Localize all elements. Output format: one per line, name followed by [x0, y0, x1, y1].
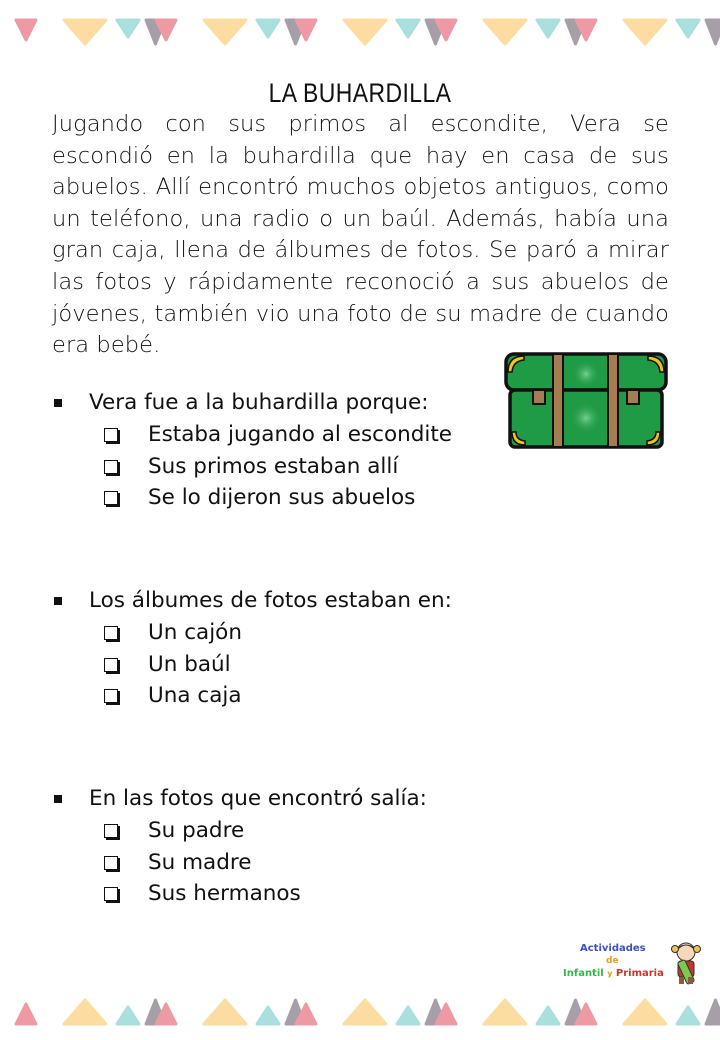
passage-line: jóvenes, también vio una foto de su madre de cuando — [52, 300, 669, 327]
bottom-bunting-decoration — [0, 992, 720, 1032]
bunting-flag-icon — [257, 20, 279, 37]
trunk-illustration — [504, 352, 668, 450]
checkbox-icon[interactable] — [104, 626, 118, 640]
bunting-flag-icon — [117, 1007, 139, 1024]
square-bullet-icon — [54, 597, 62, 605]
answer-option[interactable]: Un cajón — [52, 617, 492, 649]
bunting-flag-icon — [537, 1007, 559, 1024]
question-2 — [52, 585, 492, 712]
bunting-flag-icon — [64, 1000, 106, 1024]
answer-option[interactable]: Estaba jugando al escondite — [52, 419, 492, 451]
checkbox-icon[interactable] — [104, 658, 118, 672]
answer-option[interactable]: Un baúl — [52, 649, 492, 681]
reading-passage — [52, 109, 669, 362]
bunting-flag-icon — [677, 1007, 699, 1024]
question-prompt: Vera fue a la buhardilla porque: — [52, 387, 492, 419]
publisher-logo — [560, 940, 710, 988]
square-bullet-icon — [54, 399, 62, 407]
checkbox-icon[interactable] — [104, 460, 118, 474]
bunting-flag-icon — [397, 1007, 419, 1024]
bunting-flag-icon — [117, 20, 139, 37]
bunting-flag-icon — [344, 1000, 386, 1024]
bunting-flag-icon — [16, 1004, 36, 1024]
passage-line: abuelos. Allí encontró muchos objetos antiguos, como — [52, 174, 669, 201]
question-3 — [52, 783, 492, 910]
passage-line: las fotos y rápidamente reconoció a sus abuelos de — [52, 268, 669, 295]
question-prompt: Los álbumes de fotos estaban en: — [52, 585, 492, 617]
answer-option[interactable]: Su madre — [52, 847, 492, 879]
bunting-flag-icon — [484, 1000, 526, 1024]
girl-with-pencil-icon — [670, 940, 702, 986]
checkbox-icon[interactable] — [104, 824, 118, 838]
bunting-flag-icon — [344, 20, 386, 44]
question-1 — [52, 387, 492, 514]
logo-text-line3: Infantil y Primaria — [563, 968, 664, 979]
passage-line: Jugando con sus primos al escondite, Vera se — [52, 111, 669, 137]
answer-option[interactable]: Sus primos estaban allí — [52, 451, 492, 483]
bunting-flag-icon — [204, 20, 246, 44]
square-bullet-icon — [54, 795, 62, 803]
bunting-flag-icon — [204, 1000, 246, 1024]
passage-line: era bebé. — [52, 332, 161, 359]
bunting-flag-icon — [484, 20, 526, 44]
logo-text-line1: Actividades — [580, 943, 646, 954]
logo-text-line2: de — [606, 956, 619, 966]
bunting-flag-icon — [624, 1000, 666, 1024]
answer-option[interactable]: Se lo dijeron sus abuelos — [52, 482, 492, 514]
top-bunting-decoration — [0, 12, 720, 52]
bunting-flag-icon — [16, 20, 36, 40]
question-prompt: En las fotos que encontró salía: — [52, 783, 492, 815]
answer-option[interactable]: Sus hermanos — [52, 878, 492, 910]
bunting-flag-icon — [706, 1000, 720, 1024]
bunting-flag-icon — [706, 20, 720, 44]
answer-option[interactable]: Una caja — [52, 680, 492, 712]
bunting-flag-icon — [64, 20, 106, 44]
passage-line: gran caja, llena de álbumes de fotos. Se paró a mirar — [52, 237, 669, 264]
answer-option[interactable]: Su padre — [52, 815, 492, 847]
checkbox-icon[interactable] — [104, 689, 118, 703]
bunting-flag-icon — [624, 20, 666, 44]
passage-line: un teléfono, una radio o un baúl. Además, había una — [52, 205, 669, 232]
checkbox-icon[interactable] — [104, 491, 118, 505]
checkbox-icon[interactable] — [104, 887, 118, 901]
checkbox-icon[interactable] — [104, 428, 118, 442]
checkbox-icon[interactable] — [104, 856, 118, 870]
bunting-flag-icon — [537, 20, 559, 37]
worksheet-title: LA BUHARDILLA — [268, 78, 452, 109]
bunting-flag-icon — [397, 20, 419, 37]
passage-line: escondió en la buhardilla que hay en casa de sus — [52, 142, 669, 169]
bunting-flag-icon — [257, 1007, 279, 1024]
bunting-flag-icon — [677, 20, 699, 37]
